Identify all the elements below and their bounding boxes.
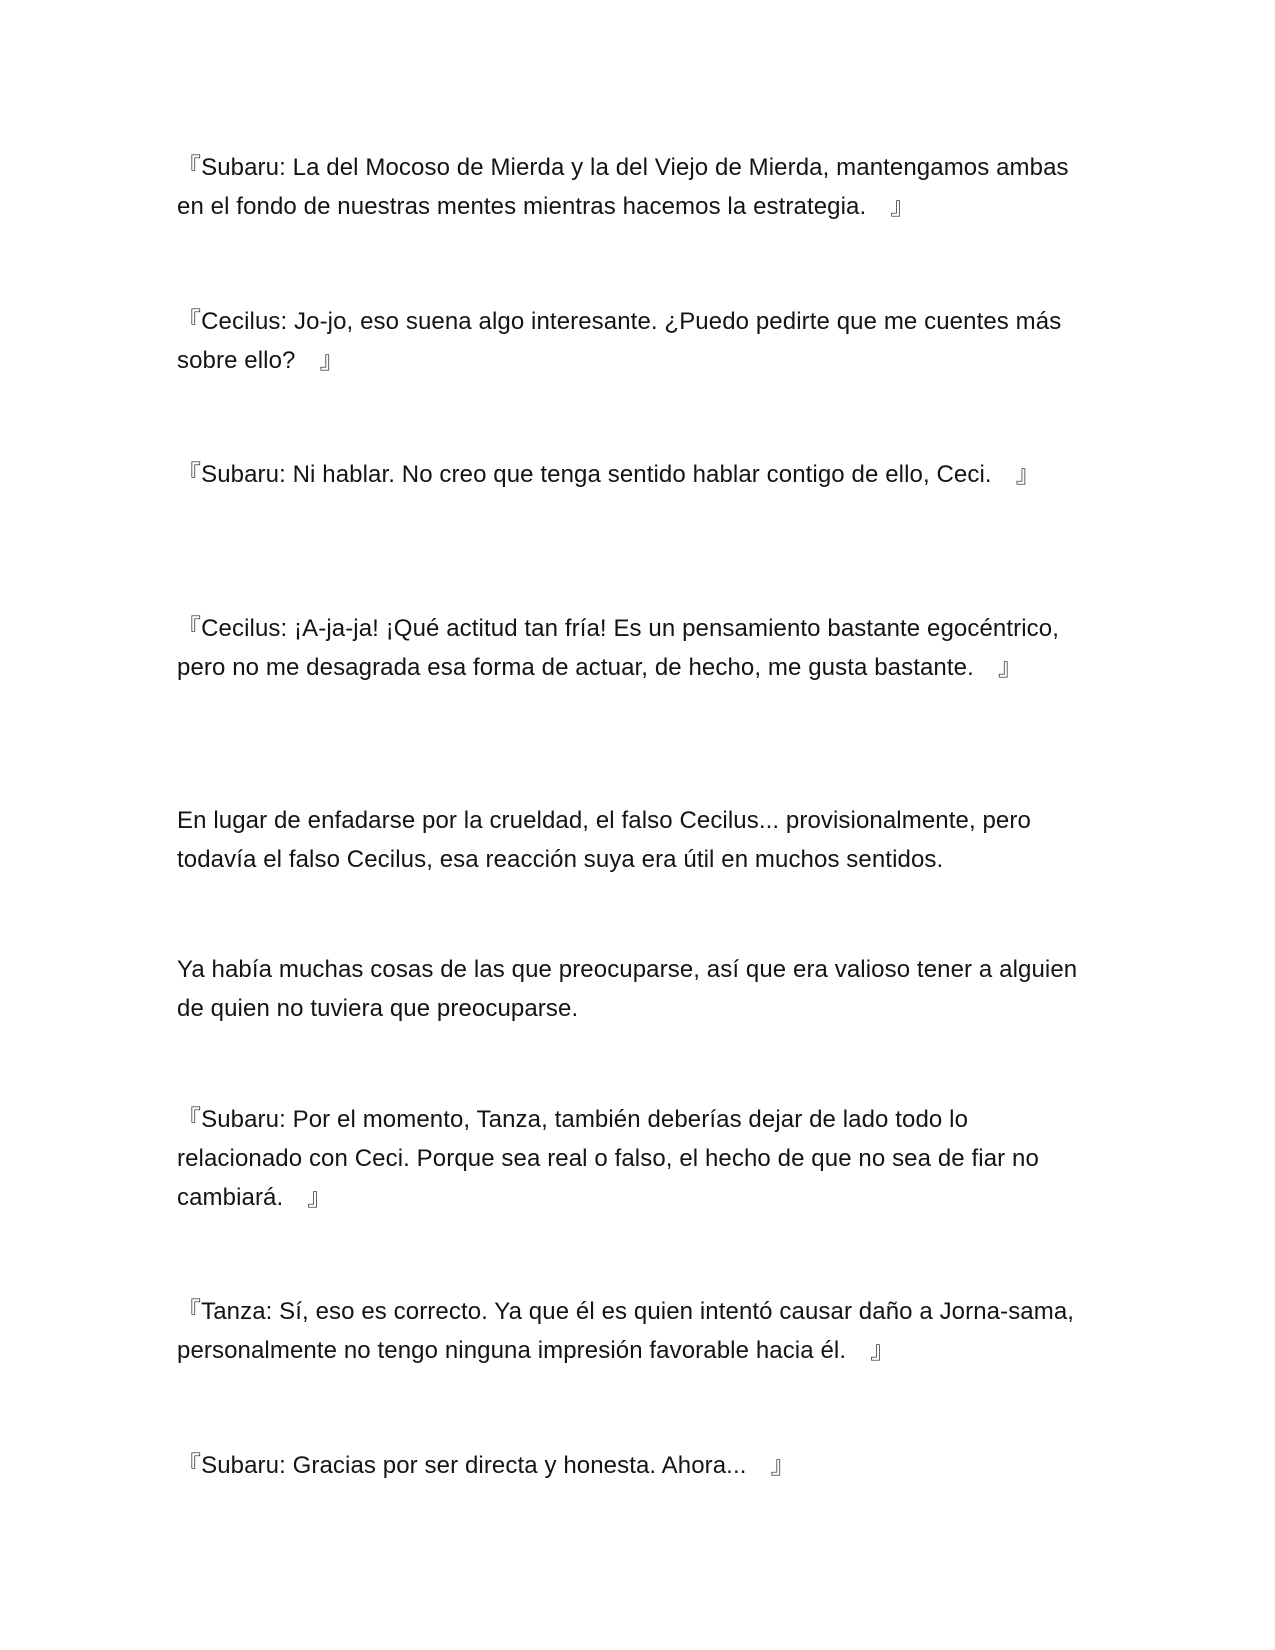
narration-paragraph: Ya había muchas cosas de las que preocuparse, así que era valioso tener a alguien de quien no tuviera que preocuparse.	[177, 956, 1078, 1022]
dialogue-paragraph: 『Subaru: Gracias por ser directa y honesta. Ahora... 』	[177, 1452, 795, 1479]
dialogue-paragraph: 『Subaru: La del Mocoso de Mierda y la del Viejo de Mierda, mantengamos ambas en el fondo de nuestras mentes mientras hacemos la estrategia. 』	[177, 154, 1069, 220]
dialogue-paragraph: 『Cecilus: Jo-jo, eso suena algo interesante. ¿Puedo pedirte que me cuentes más sobre ello? 』	[177, 308, 1062, 374]
dialogue-paragraph: 『Subaru: Por el momento, Tanza, también deberías dejar de lado todo lo relacionado con Ceci. Porque sea real o falso, el hecho de que no sea de fiar no cambiará. 』	[177, 1106, 1039, 1211]
dialogue-paragraph: 『Tanza: Sí, eso es correcto. Ya que él es quien intentó causar daño a Jorna-sama, personalmente no tengo ninguna impresión favorable hacia él. 』	[177, 1298, 1075, 1364]
dialogue-paragraph: 『Subaru: Ni hablar. No creo que tenga sentido hablar contigo de ello, Ceci. 』	[177, 461, 1040, 488]
dialogue-paragraph: 『Cecilus: ¡A-ja-ja! ¡Qué actitud tan fría! Es un pensamiento bastante egocéntrico, pero no me desagrada esa forma de actuar, de hecho, me gusta bastante. 』	[177, 615, 1059, 681]
narration-paragraph: En lugar de enfadarse por la crueldad, el falso Cecilus... provisionalmente, pero todavía el falso Cecilus, esa reacción suya era útil en muchos sentidos.	[177, 807, 1031, 873]
